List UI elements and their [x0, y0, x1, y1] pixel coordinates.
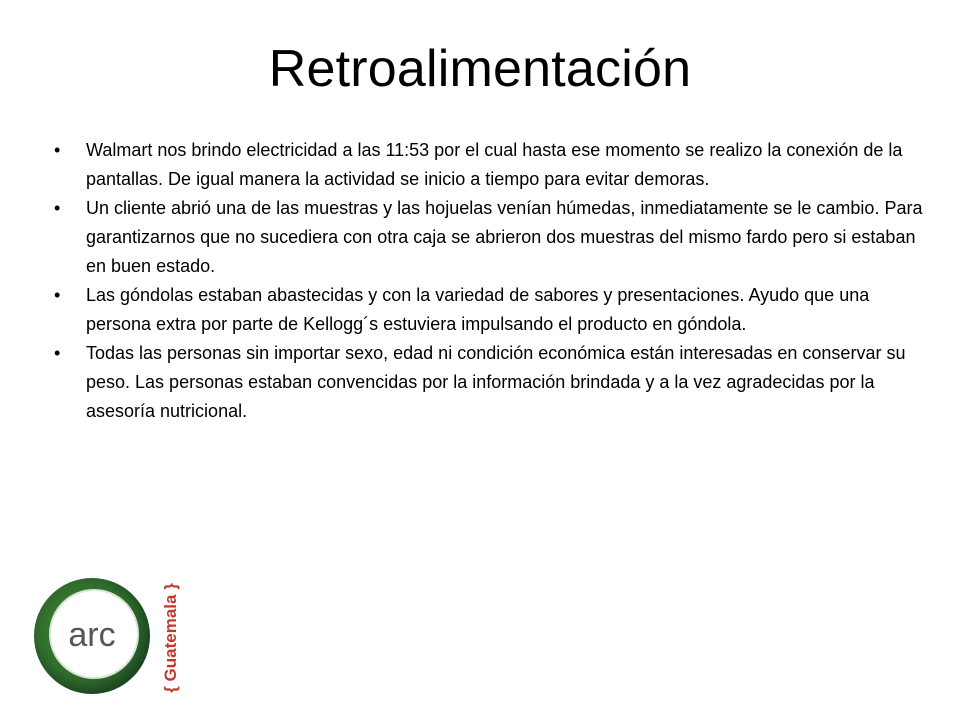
bullet-dot-icon: •	[54, 140, 61, 160]
bullet-text: Walmart nos brindo electricidad a las 11:53 por el cual hasta ese momento se realizo la conexión de la pantallas. De igual manera la actividad se inicio a tiempo para evitar demoras.	[86, 140, 903, 189]
slide-title: Retroalimentación	[268, 40, 692, 98]
bullet-text: Un cliente abrió una de las muestras y las hojuelas venían húmedas, inmediatamente se le cambio. Para garantizarnos que no sucediera con otra caja se abrieron dos muestras del mismo fardo pero si estaban en buen estado.	[86, 198, 923, 276]
bullet-dot-icon: •	[54, 198, 61, 218]
logo-arc-text: arc	[68, 616, 116, 654]
logo-guatemala-text: { Guatemala }	[161, 583, 180, 693]
bullet-item-1	[48, 136, 928, 194]
bullet-text: Todas las personas sin importar sexo, edad ni condición económica están interesadas en conservar su peso. Las personas estaban convencidas por la información brindada y a la vez agradecidas por la asesoría nutricional.	[86, 343, 906, 421]
bullet-item-4	[48, 339, 928, 426]
logo-graphic	[30, 570, 190, 706]
bullet-list	[48, 136, 928, 426]
bullet-dot-icon: •	[54, 285, 61, 305]
bullet-text: Las góndolas estaban abastecidas y con la variedad de sabores y presentaciones. Ayudo que una persona extra por parte de Kellogg´s estuviera impulsando el producto en góndola.	[86, 285, 870, 334]
bullet-item-3	[48, 281, 928, 339]
bullet-dot-icon: •	[54, 343, 61, 363]
arc-guatemala-logo	[30, 570, 190, 706]
bullet-item-2	[48, 194, 928, 281]
